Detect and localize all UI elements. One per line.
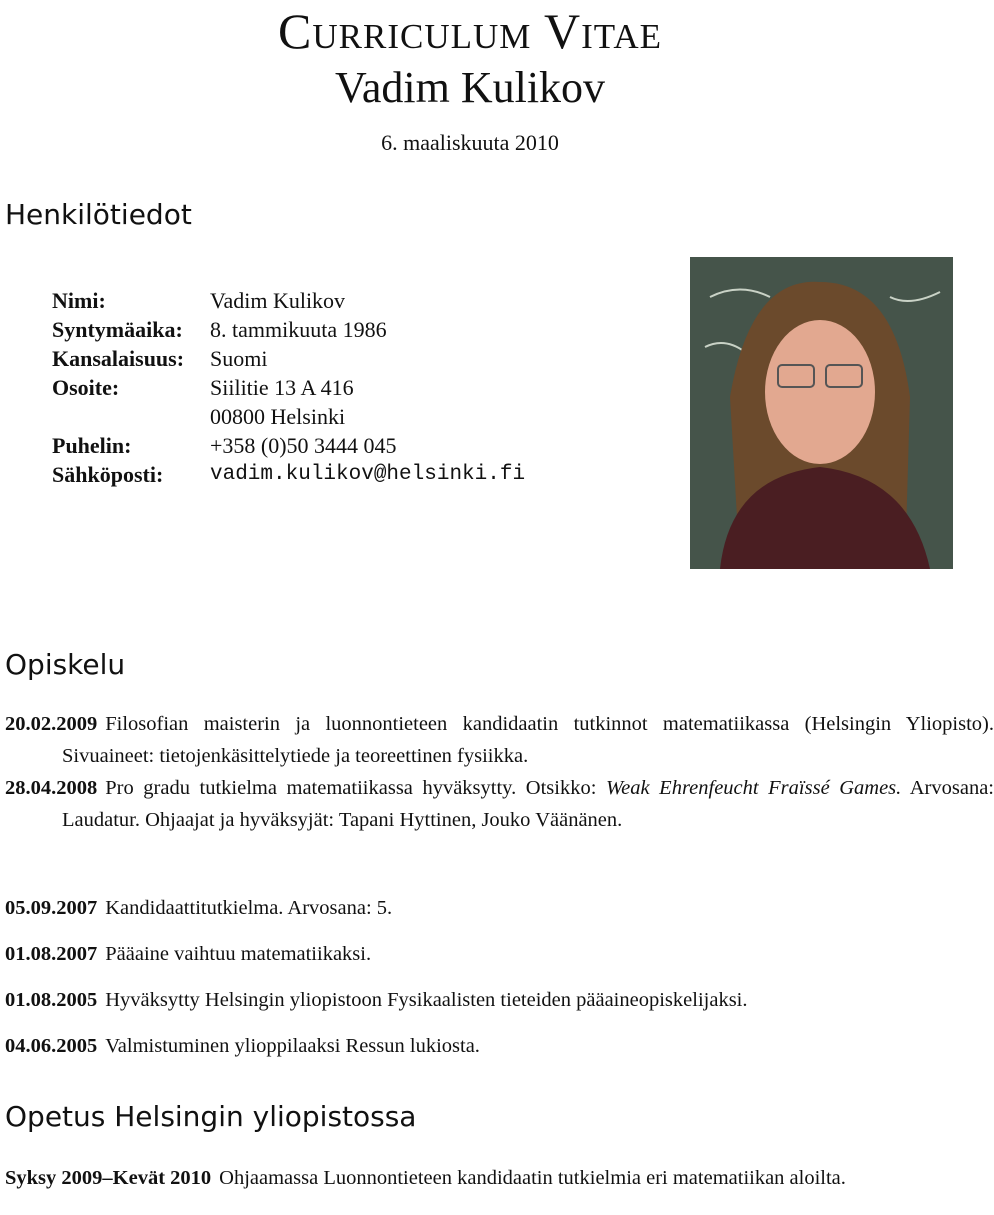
entry-text: Filosofian maisterin ja luonnontieteen kandidaatin tutkinnot matematiikassa (Helsingin Yliopisto). Sivuaineet: tietojenkäsittelytiede ja teoreettinen fysiikka. [62, 713, 994, 767]
info-label: Sähköposti: [52, 462, 164, 487]
email-link[interactable]: vadim.kulikov@helsinki.fi [210, 463, 526, 486]
entry-text: Arvosana: Laudatur. Ohjaajat ja hyväksyjät: Tapani Hyttinen, Jouko Väänänen. [62, 777, 994, 831]
document-date: 6. maaliskuuta 2010 [381, 130, 559, 155]
info-row [52, 344, 525, 373]
section-heading-teaching: Opetus Helsingin yliopistossa [5, 1100, 417, 1133]
info-label: Kansalaisuus: [52, 346, 185, 371]
info-row [52, 402, 525, 431]
section-heading-education: Opiskelu [5, 648, 126, 681]
info-value: Suomi [210, 346, 268, 371]
info-value: 00800 Helsinki [210, 404, 346, 429]
entry-text: Hyväksytty Helsingin yliopistoon Fysikaalisten tieteiden pääaineopiskelijaksi. [105, 989, 748, 1011]
entry-date: 01.08.2005 [5, 989, 98, 1011]
thesis-title: Weak Ehrenfeucht Fraïssé Games. [605, 777, 902, 799]
info-value: Siilitie 13 A 416 [210, 375, 354, 400]
info-value: Vadim Kulikov [210, 288, 346, 313]
education-entry [5, 708, 994, 772]
entry-date: 04.06.2005 [5, 1035, 98, 1057]
education-entry [5, 984, 994, 1016]
info-label: Puhelin: [52, 433, 132, 458]
author-name: Vadim Kulikov [334, 63, 606, 112]
info-row [52, 431, 525, 460]
teaching-entry [5, 1162, 994, 1194]
entry-date: 28.04.2008 [5, 777, 98, 799]
info-row [52, 373, 525, 402]
entry-date: 01.08.2007 [5, 943, 98, 965]
education-entry [5, 892, 994, 924]
entry-text: Pääaine vaihtuu matematiikaksi. [105, 943, 372, 965]
info-label [52, 402, 210, 431]
info-value: 8. tammikuuta 1986 [210, 317, 387, 342]
entry-date: 20.02.2009 [5, 713, 98, 735]
entry-text: Kandidaattitutkielma. Arvosana: 5. [105, 897, 393, 919]
section-heading-personal: Henkilötiedot [5, 198, 192, 231]
entry-date: Syksy 2009–Kevät 2010 [5, 1167, 212, 1189]
info-row [52, 460, 525, 489]
info-row [52, 315, 525, 344]
info-value: +358 (0)50 3444 045 [210, 433, 397, 458]
education-entry [5, 772, 994, 836]
info-row [52, 286, 525, 315]
info-label: Osoite: [52, 375, 120, 400]
portrait-photo [690, 257, 953, 569]
entry-date: 05.09.2007 [5, 897, 98, 919]
info-label: Nimi: [52, 288, 106, 313]
education-entry [5, 938, 994, 970]
document-title: Curriculum Vitae [278, 3, 662, 59]
entry-text: Ohjaamassa Luonnontieteen kandidaatin tutkielmia eri matematiikan aloilta. [219, 1167, 846, 1189]
entry-text: Pro gradu tutkielma matematiikassa hyväksytty. Otsikko: [105, 777, 597, 799]
info-label: Syntymäaika: [52, 317, 183, 342]
education-entry [5, 1030, 994, 1062]
personal-info-table [52, 286, 525, 489]
entry-text: Valmistuminen ylioppilaaksi Ressun lukiosta. [105, 1035, 480, 1057]
